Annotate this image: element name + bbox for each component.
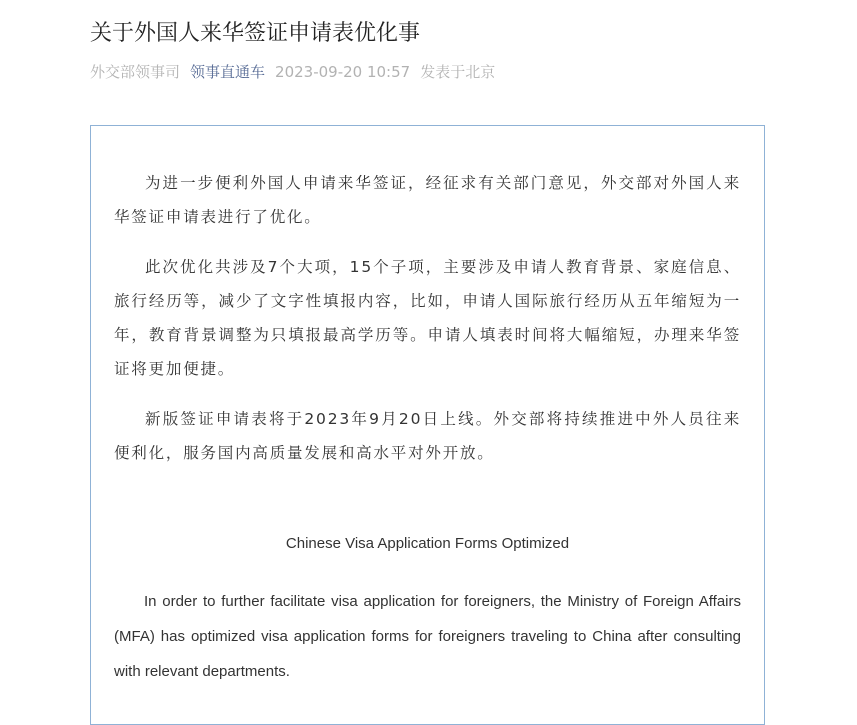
article-content-box [90,125,765,725]
zh-paragraph-2: 此次优化共涉及7个大项，15个子项，主要涉及申请人教育背景、家庭信息、旅行经历等，减少了文字性填报内容，比如，申请人国际旅行经历从五年缩短为一年，教育背景调整为只填报最高学历等。申请人填表时间将大幅缩短，办理来华签证将更加便捷。 [114,258,741,378]
publish-time: 2023-09-20 10:57 [275,63,411,81]
english-heading: Chinese Visa Application Forms Optimized [285,535,570,552]
account-link[interactable]: 领事直通车 [190,63,266,81]
article-title: 关于外国人来华签证申请表优化事 [90,21,421,46]
publish-location: 发表于北京 [420,63,496,81]
article-meta [90,62,495,82]
zh-paragraph-1: 为进一步便利外国人申请来华签证，经征求有关部门意见，外交部对外国人来华签证申请表进行了优化。 [114,174,741,226]
source-name: 外交部领事司 [90,63,181,81]
zh-paragraph-3: 新版签证申请表将于2023年9月20日上线。外交部将持续推进中外人员往来便利化，服务国内高质量发展和高水平对外开放。 [114,410,741,462]
en-paragraph-1: In order to further facilitate visa application for foreigners, the Ministry of Foreign Affairs (MFA) has optimized visa application forms for foreigners traveling to China after consulting with relevant departments. [114,593,741,680]
